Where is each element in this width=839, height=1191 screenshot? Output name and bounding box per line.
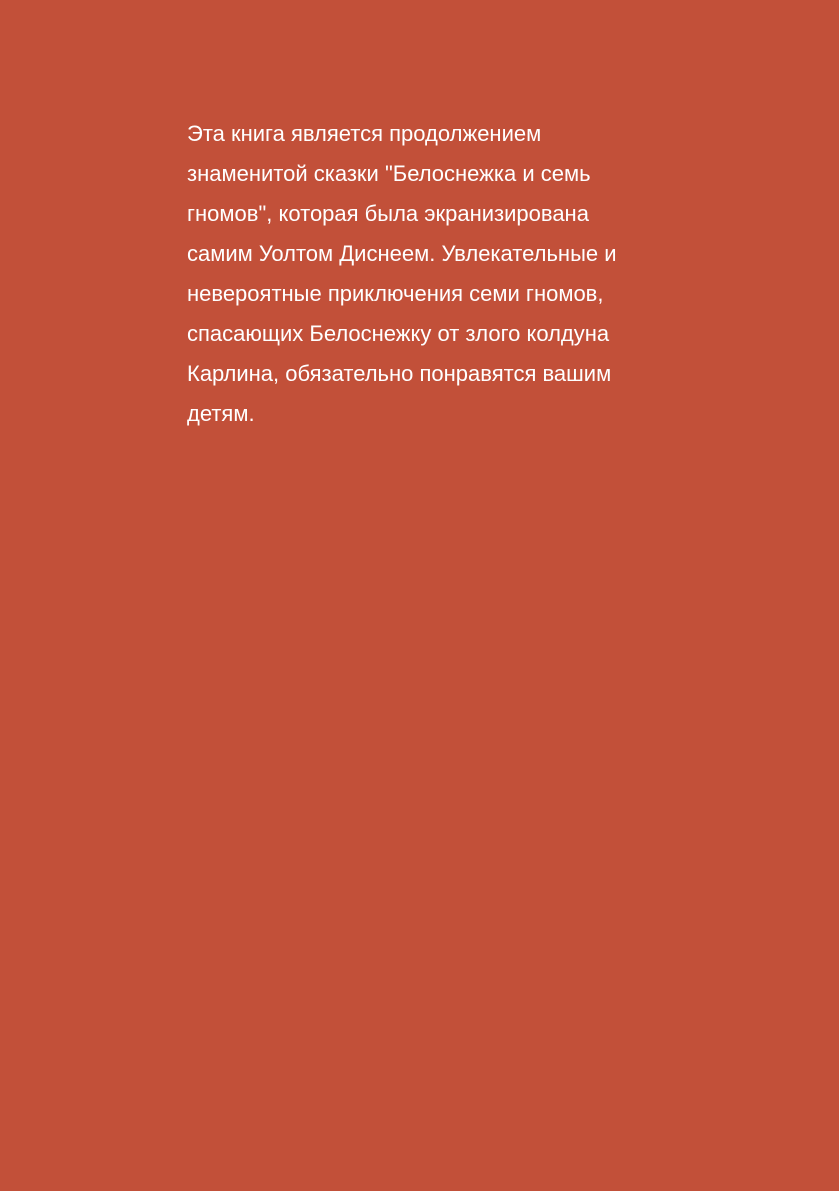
- book-description: [187, 114, 657, 434]
- description-line-1: Эта книга является продолжением: [187, 121, 542, 146]
- description-line-6: спасающих Белоснежку от злого колдуна: [187, 321, 610, 346]
- description-line-5: невероятные приключения семи гномов,: [187, 281, 604, 306]
- description-line-2: знаменитой сказки "Белоснежка и семь: [187, 161, 591, 186]
- description-line-8: детям.: [187, 401, 255, 426]
- description-line-7: Карлина, обязательно понравятся вашим: [187, 361, 612, 386]
- description-line-4: самим Уолтом Диснеем. Увлекательные и: [187, 241, 617, 266]
- description-line-3: гномов", которая была экранизирована: [187, 201, 589, 226]
